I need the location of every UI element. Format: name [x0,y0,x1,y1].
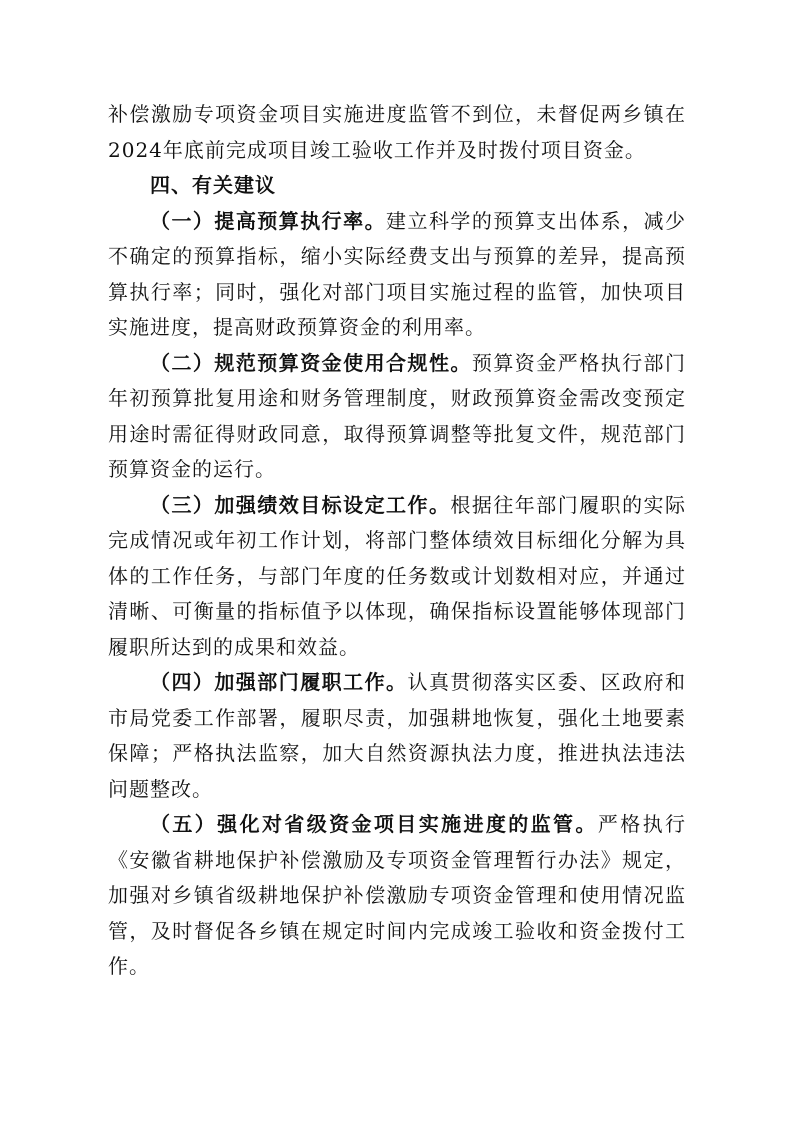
recommendation-paragraph-2 [108,346,686,488]
recommendation-body-1: 建立科学的预算支出体系，减少不确定的预算指标，缩小实际经费支出与预算的差异，提高预算执行率；同时，强化对部门项目实施过程的监管，加快项目实施进度，提高财政预算资金的利用率。 [108,208,687,339]
recommendation-paragraph-4 [108,665,686,807]
recommendation-paragraph-1 [108,204,686,346]
recommendation-lead-1: （一）提高预算执行率。 [150,208,387,233]
recommendation-paragraph-5 [108,807,686,985]
recommendation-paragraph-3 [108,488,686,666]
recommendation-lead-2: （二）规范预算资金使用合规性。 [150,350,472,375]
recommendation-body-5: 严格执行《安徽省耕地保护补偿激励及专项资金管理暂行办法》规定，加强对乡镇省级耕地保护补偿激励专项资金管理和使用情况监管，及时督促各乡镇在规定时间内完成竣工验收和资金拨付工作。 [108,812,687,978]
section-heading: 四、有关建议 [150,173,276,197]
recommendation-body-4: 认真贯彻落实区委、区政府和市局党委工作部署，履职尽责，加强耕地恢复，强化土地要素保障；严格执法监察，加大自然资源执法力度，推进执法违法问题整改。 [108,670,686,801]
recommendation-lead-5: （五）强化对省级资金项目实施进度的监管。 [150,812,598,836]
recommendation-body-2: 预算资金严格执行部门年初预算批复用途和财务管理制度，财政预算资金需改变预定用途时需征得财政同意，取得预算调整等批复文件，规范部门预算资金的运行。 [108,350,686,481]
document-page [108,97,686,985]
recommendation-lead-4: （四）加强部门履职工作。 [150,670,408,694]
continuation-paragraph: 补偿激励专项资金项目实施进度监管不到位，未督促两乡镇在2024年底前完成项目竣工验收工作并及时拨付项目资金。 [108,102,686,162]
recommendation-body-3: 根据往年部门履职的实际完成情况或年初工作计划，将部门整体绩效目标细化分解为具体的工作任务，与部门年度的任务数或计划数相对应，并通过清晰、可衡量的指标值予以体现，确保指标设置能够体现部门履职所达到的成果和效益。 [108,492,687,659]
recommendation-lead-3: （三）加强绩效目标设定工作。 [150,492,451,517]
